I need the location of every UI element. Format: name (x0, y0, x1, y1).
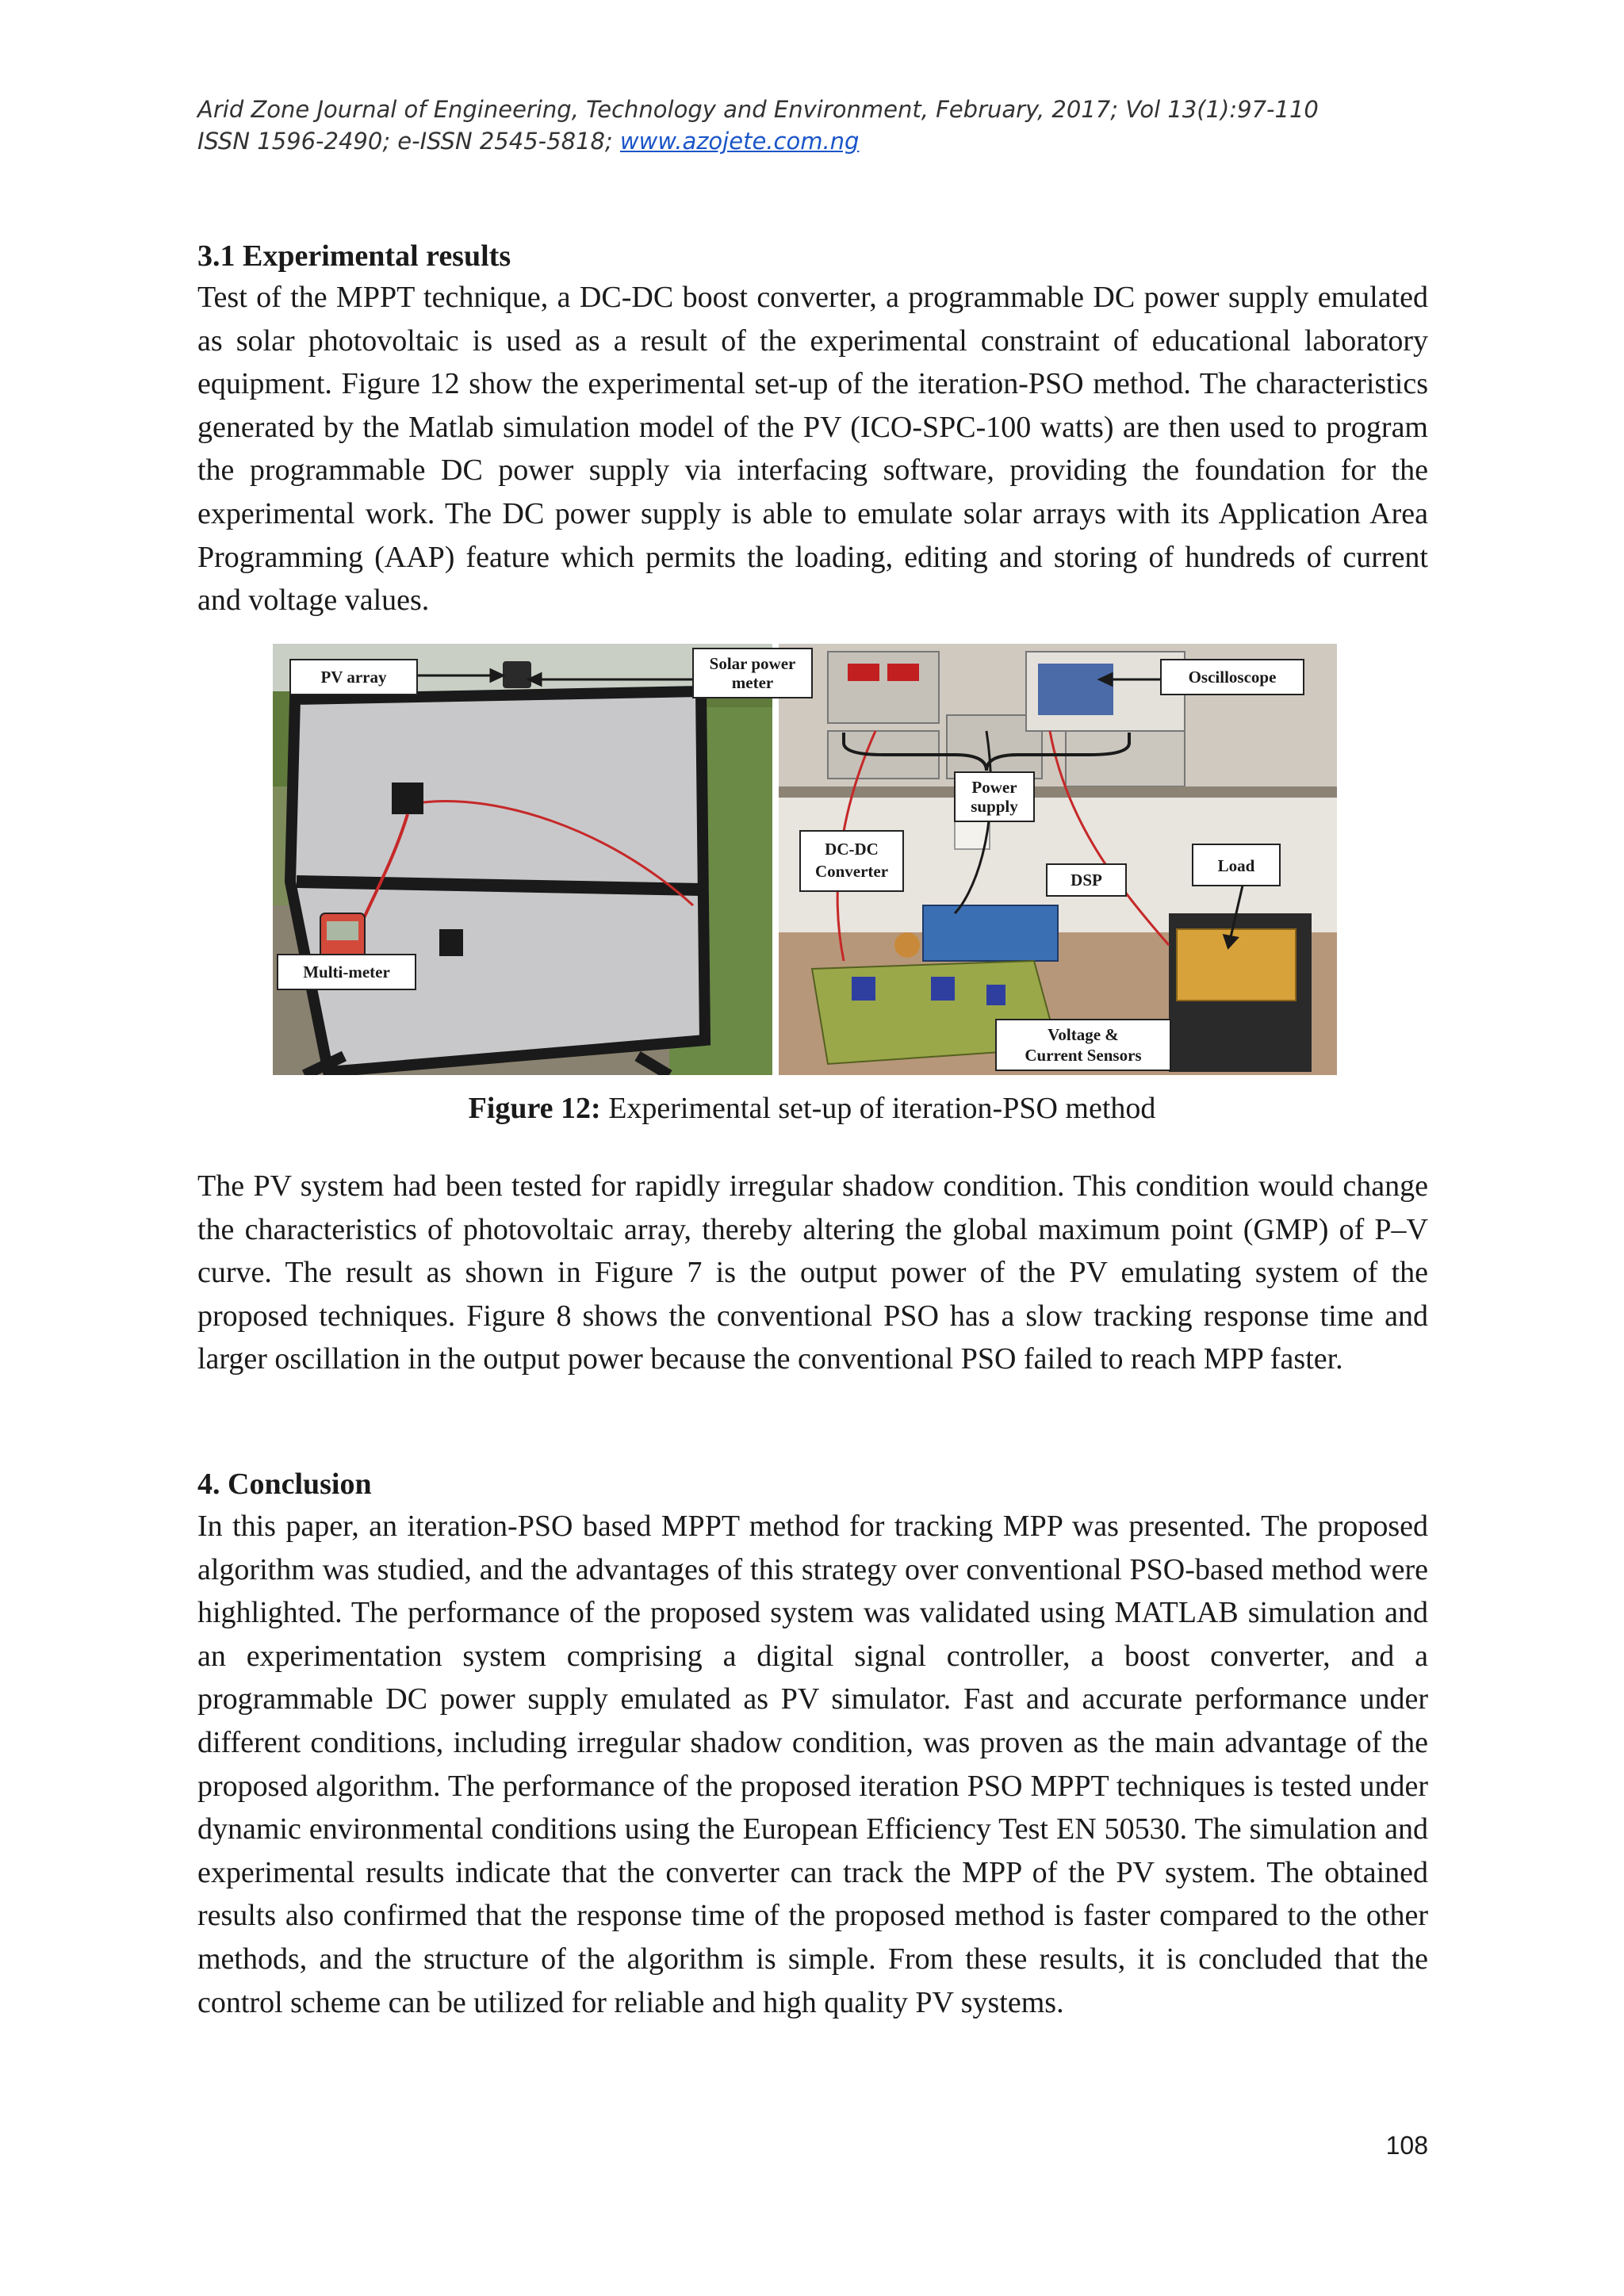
figure-12-image (273, 644, 1337, 1075)
svg-text:meter: meter (731, 673, 774, 692)
journal-title-line: Arid Zone Journal of Engineering, Technology and Environment, February, 2017; Vol 13(1):97-110 (197, 96, 1319, 123)
callout-dsp (1047, 864, 1126, 896)
results-paragraph: The PV system had been tested for rapidly irregular shadow condition. This condition would change the characteristics of photovoltaic array, thereby altering the global maximum point (GMP) of P–V curve. The result as shown in Figure 7 is the output power of the PV emulating system of the proposed techniques. Figure 8 shows the conventional PSO has a slow tracking response time and larger oscillation in the output power because the conventional PSO failed to reach MPP faster. (197, 1169, 1428, 1376)
running-header (197, 94, 1434, 157)
svg-text:DC-DC: DC-DC (825, 840, 879, 859)
issn-text: ISSN 1596-2490; e-ISSN 2545-5818; (197, 128, 620, 155)
svg-text:DSP: DSP (1071, 871, 1102, 890)
svg-text:Voltage &: Voltage & (1048, 1025, 1119, 1044)
callout-load (1193, 844, 1280, 886)
page-number: 108 (1385, 2131, 1428, 2160)
svg-text:Load: Load (1217, 856, 1255, 875)
callout-pv-array (290, 660, 417, 695)
callout-multi-meter (278, 955, 416, 989)
photo-pv-array (273, 644, 772, 1075)
svg-text:Solar power: Solar power (709, 654, 796, 673)
issn-line (197, 125, 1434, 157)
svg-text:Multi-meter: Multi-meter (303, 962, 390, 982)
figure-12-experimental-setup (273, 644, 1337, 1075)
figure-12-caption-label: Figure 12: (468, 1092, 601, 1125)
journal-website-link[interactable]: www.azojete.com.ng (619, 128, 860, 155)
section-heading-conclusion: 4. Conclusion (197, 1468, 372, 1501)
figure-12-caption-text: Experimental set-up of iteration-PSO method (600, 1092, 1156, 1125)
svg-text:PV array: PV array (320, 668, 387, 687)
section-heading-experimental-results: 3.1 Experimental results (197, 239, 511, 273)
svg-text:Oscilloscope: Oscilloscope (1188, 668, 1277, 687)
conclusion-paragraph: In this paper, an iteration-PSO based MPPT method for tracking MPP was presented. The proposed algorithm was studied, and the advantages of this strategy over conventional PSO-based method were highlighted. The performance of the proposed system was validated using MATLAB simulation and an experimentation system comprising a digital signal controller, a boost converter, and a programmable DC power supply emulated as PV simulator. Fast and accurate performance under different conditions, including irregular shadow condition, was proven as the main advantage of the proposed algorithm. The performance of the proposed iteration PSO MPPT techniques is tested under dynamic environmental conditions using the European Efficiency Test EN 50530. The simulation and experimental results indicate that the converter can track the MPP of the PV system. The obtained results also confirmed that the response time of the proposed method is faster compared to the other methods, and the structure of the algorithm is simple. From these results, it is concluded that the control scheme can be utilized for reliable and high quality PV systems. (197, 1510, 1428, 2019)
figure-12-caption (0, 1089, 1624, 1128)
callout-power-supply (955, 772, 1034, 821)
callout-voltage-current-sensors (996, 1020, 1170, 1070)
svg-text:Converter: Converter (814, 862, 889, 881)
svg-text:Power: Power (971, 778, 1017, 797)
svg-text:Current Sensors: Current Sensors (1025, 1046, 1142, 1065)
callout-oscilloscope (1161, 660, 1304, 695)
experimental-results-paragraph: Test of the MPPT technique, a DC-DC boost converter, a programmable DC power supply emulated as solar photovoltaic is used as a result of the experimental constraint of educational laboratory equipment. Figure 12 show the experimental set-up of the iteration-PSO method. The characteristics generated by the Matlab simulation model of the PV (ICO-SPC-100 watts) are then used to program the programmable DC power supply via interfacing software, providing the foundation for the experimental work. The DC power supply is able to emulate solar arrays with its Application Area Programming (AAP) feature which permits the loading, editing and storing of hundreds of current and voltage values. (197, 281, 1428, 618)
callout-solar-power-meter (693, 649, 812, 698)
svg-text:supply: supply (971, 797, 1018, 816)
callout-dcdc-converter (800, 831, 903, 891)
